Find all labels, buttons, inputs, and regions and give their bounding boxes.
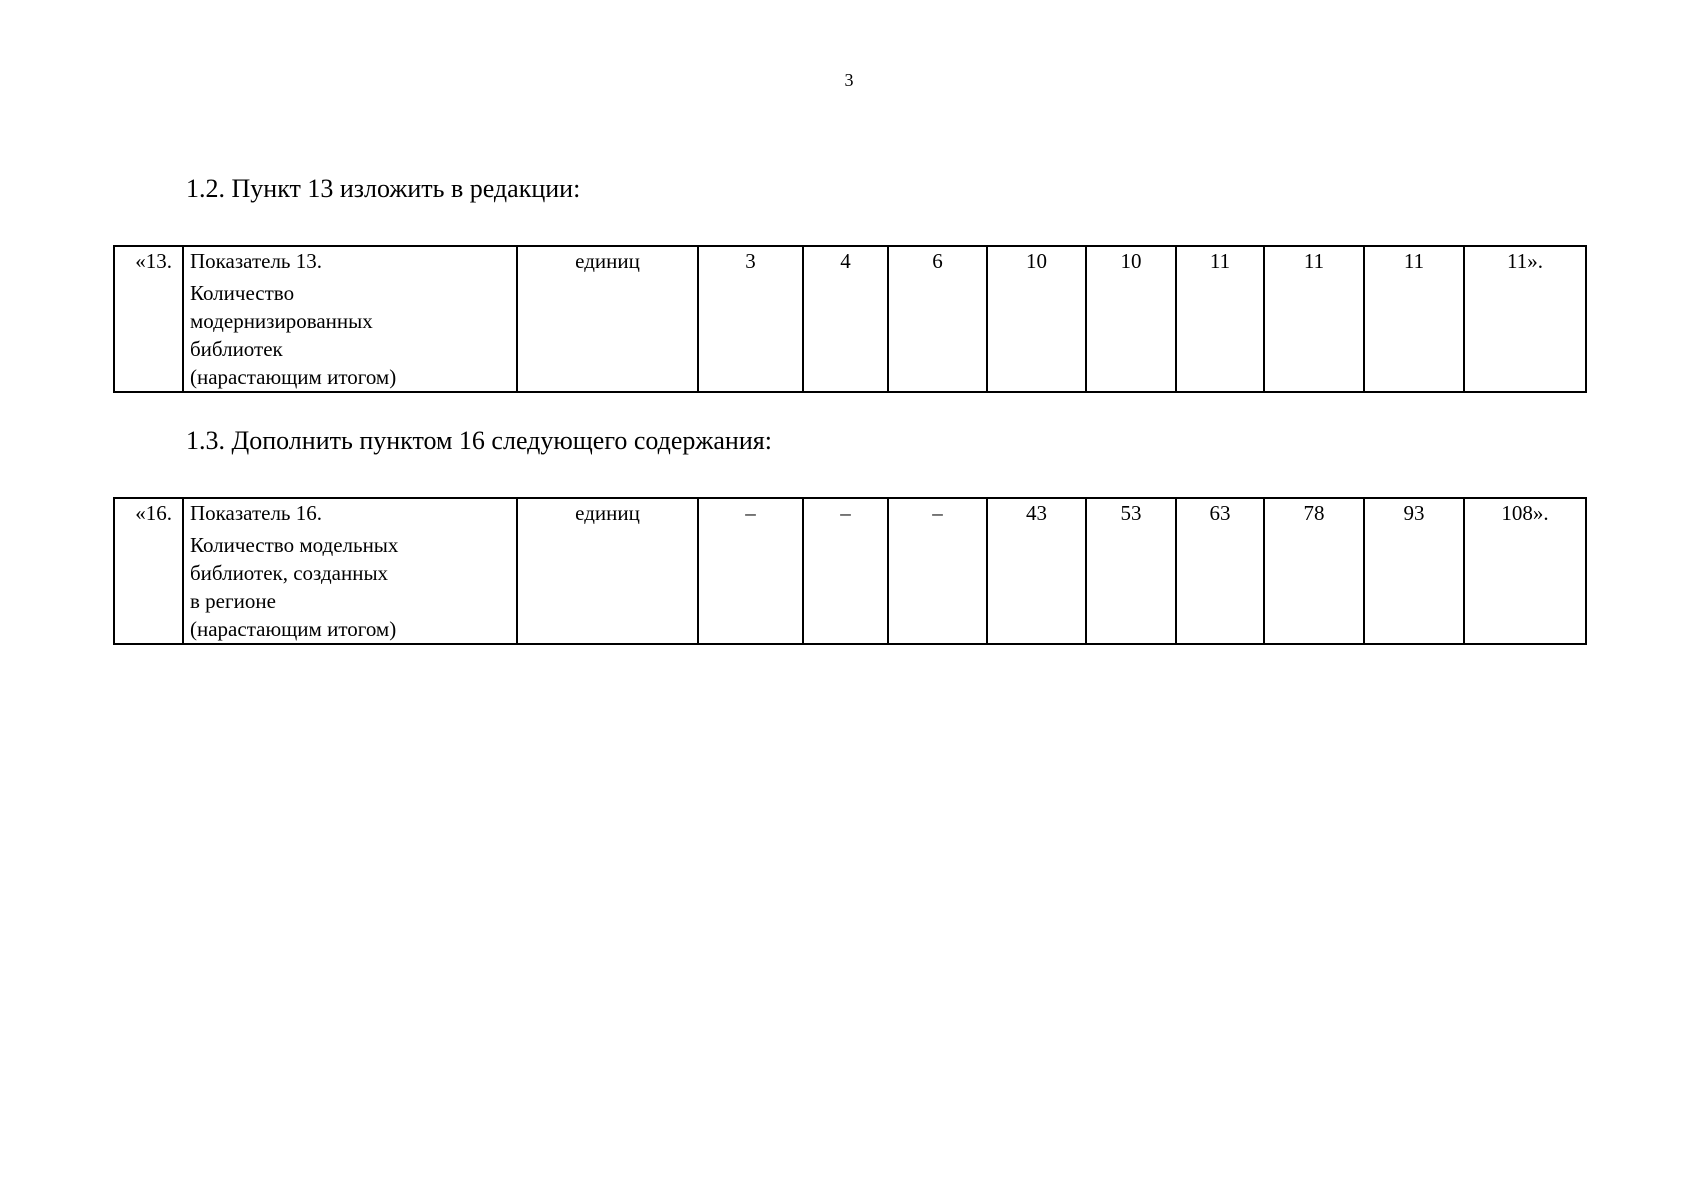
value-cell: –: [698, 498, 803, 644]
row-number-cell: «13.: [114, 246, 183, 392]
value-cell: 4: [803, 246, 888, 392]
indicator-table-13: [113, 245, 1587, 393]
indicator-name-line: библиотек: [190, 337, 283, 361]
indicator-name-line: модернизированных: [190, 309, 373, 333]
value-cell: 63: [1176, 498, 1264, 644]
value-cell: –: [888, 498, 987, 644]
value-cell: –: [803, 498, 888, 644]
indicator-table-16: [113, 497, 1587, 645]
value-cell: 3: [698, 246, 803, 392]
indicator-name-line: библиотек, созданных: [190, 561, 389, 585]
indicator-name-line: Количество модельных: [190, 533, 399, 557]
indicator-name-cell: [183, 498, 517, 644]
indicator-name-line: (нарастающим итогом): [190, 365, 397, 389]
value-cell: 10: [1086, 246, 1176, 392]
value-cell: 11: [1264, 246, 1364, 392]
value-cell: 108».: [1464, 498, 1586, 644]
value-cell: 10: [987, 246, 1086, 392]
indicator-name-cell: [183, 246, 517, 392]
unit-cell: единиц: [517, 498, 698, 644]
unit-cell: единиц: [517, 246, 698, 392]
value-cell: 6: [888, 246, 987, 392]
section-heading-item-16: 1.3. Дополнить пунктом 16 следующего содержания:: [186, 426, 772, 455]
value-cell: 78: [1264, 498, 1364, 644]
indicator-name-line: Показатель 13.: [190, 249, 322, 273]
value-cell: 43: [987, 498, 1086, 644]
page-number: 3: [844, 70, 854, 90]
value-cell: 11: [1176, 246, 1264, 392]
row-number-cell: «16.: [114, 498, 183, 644]
indicator-name-line: Количество: [190, 281, 295, 305]
indicator-name-line: Показатель 16.: [190, 501, 322, 525]
value-cell: 11».: [1464, 246, 1586, 392]
value-cell: 11: [1364, 246, 1464, 392]
value-cell: 93: [1364, 498, 1464, 644]
section-heading-item-13: 1.2. Пункт 13 изложить в редакции:: [186, 174, 581, 203]
table-row: [114, 498, 1586, 644]
indicator-name-line: (нарастающим итогом): [190, 617, 397, 641]
indicator-name-line: в регионе: [190, 589, 276, 613]
value-cell: 53: [1086, 498, 1176, 644]
table-row: [114, 246, 1586, 392]
